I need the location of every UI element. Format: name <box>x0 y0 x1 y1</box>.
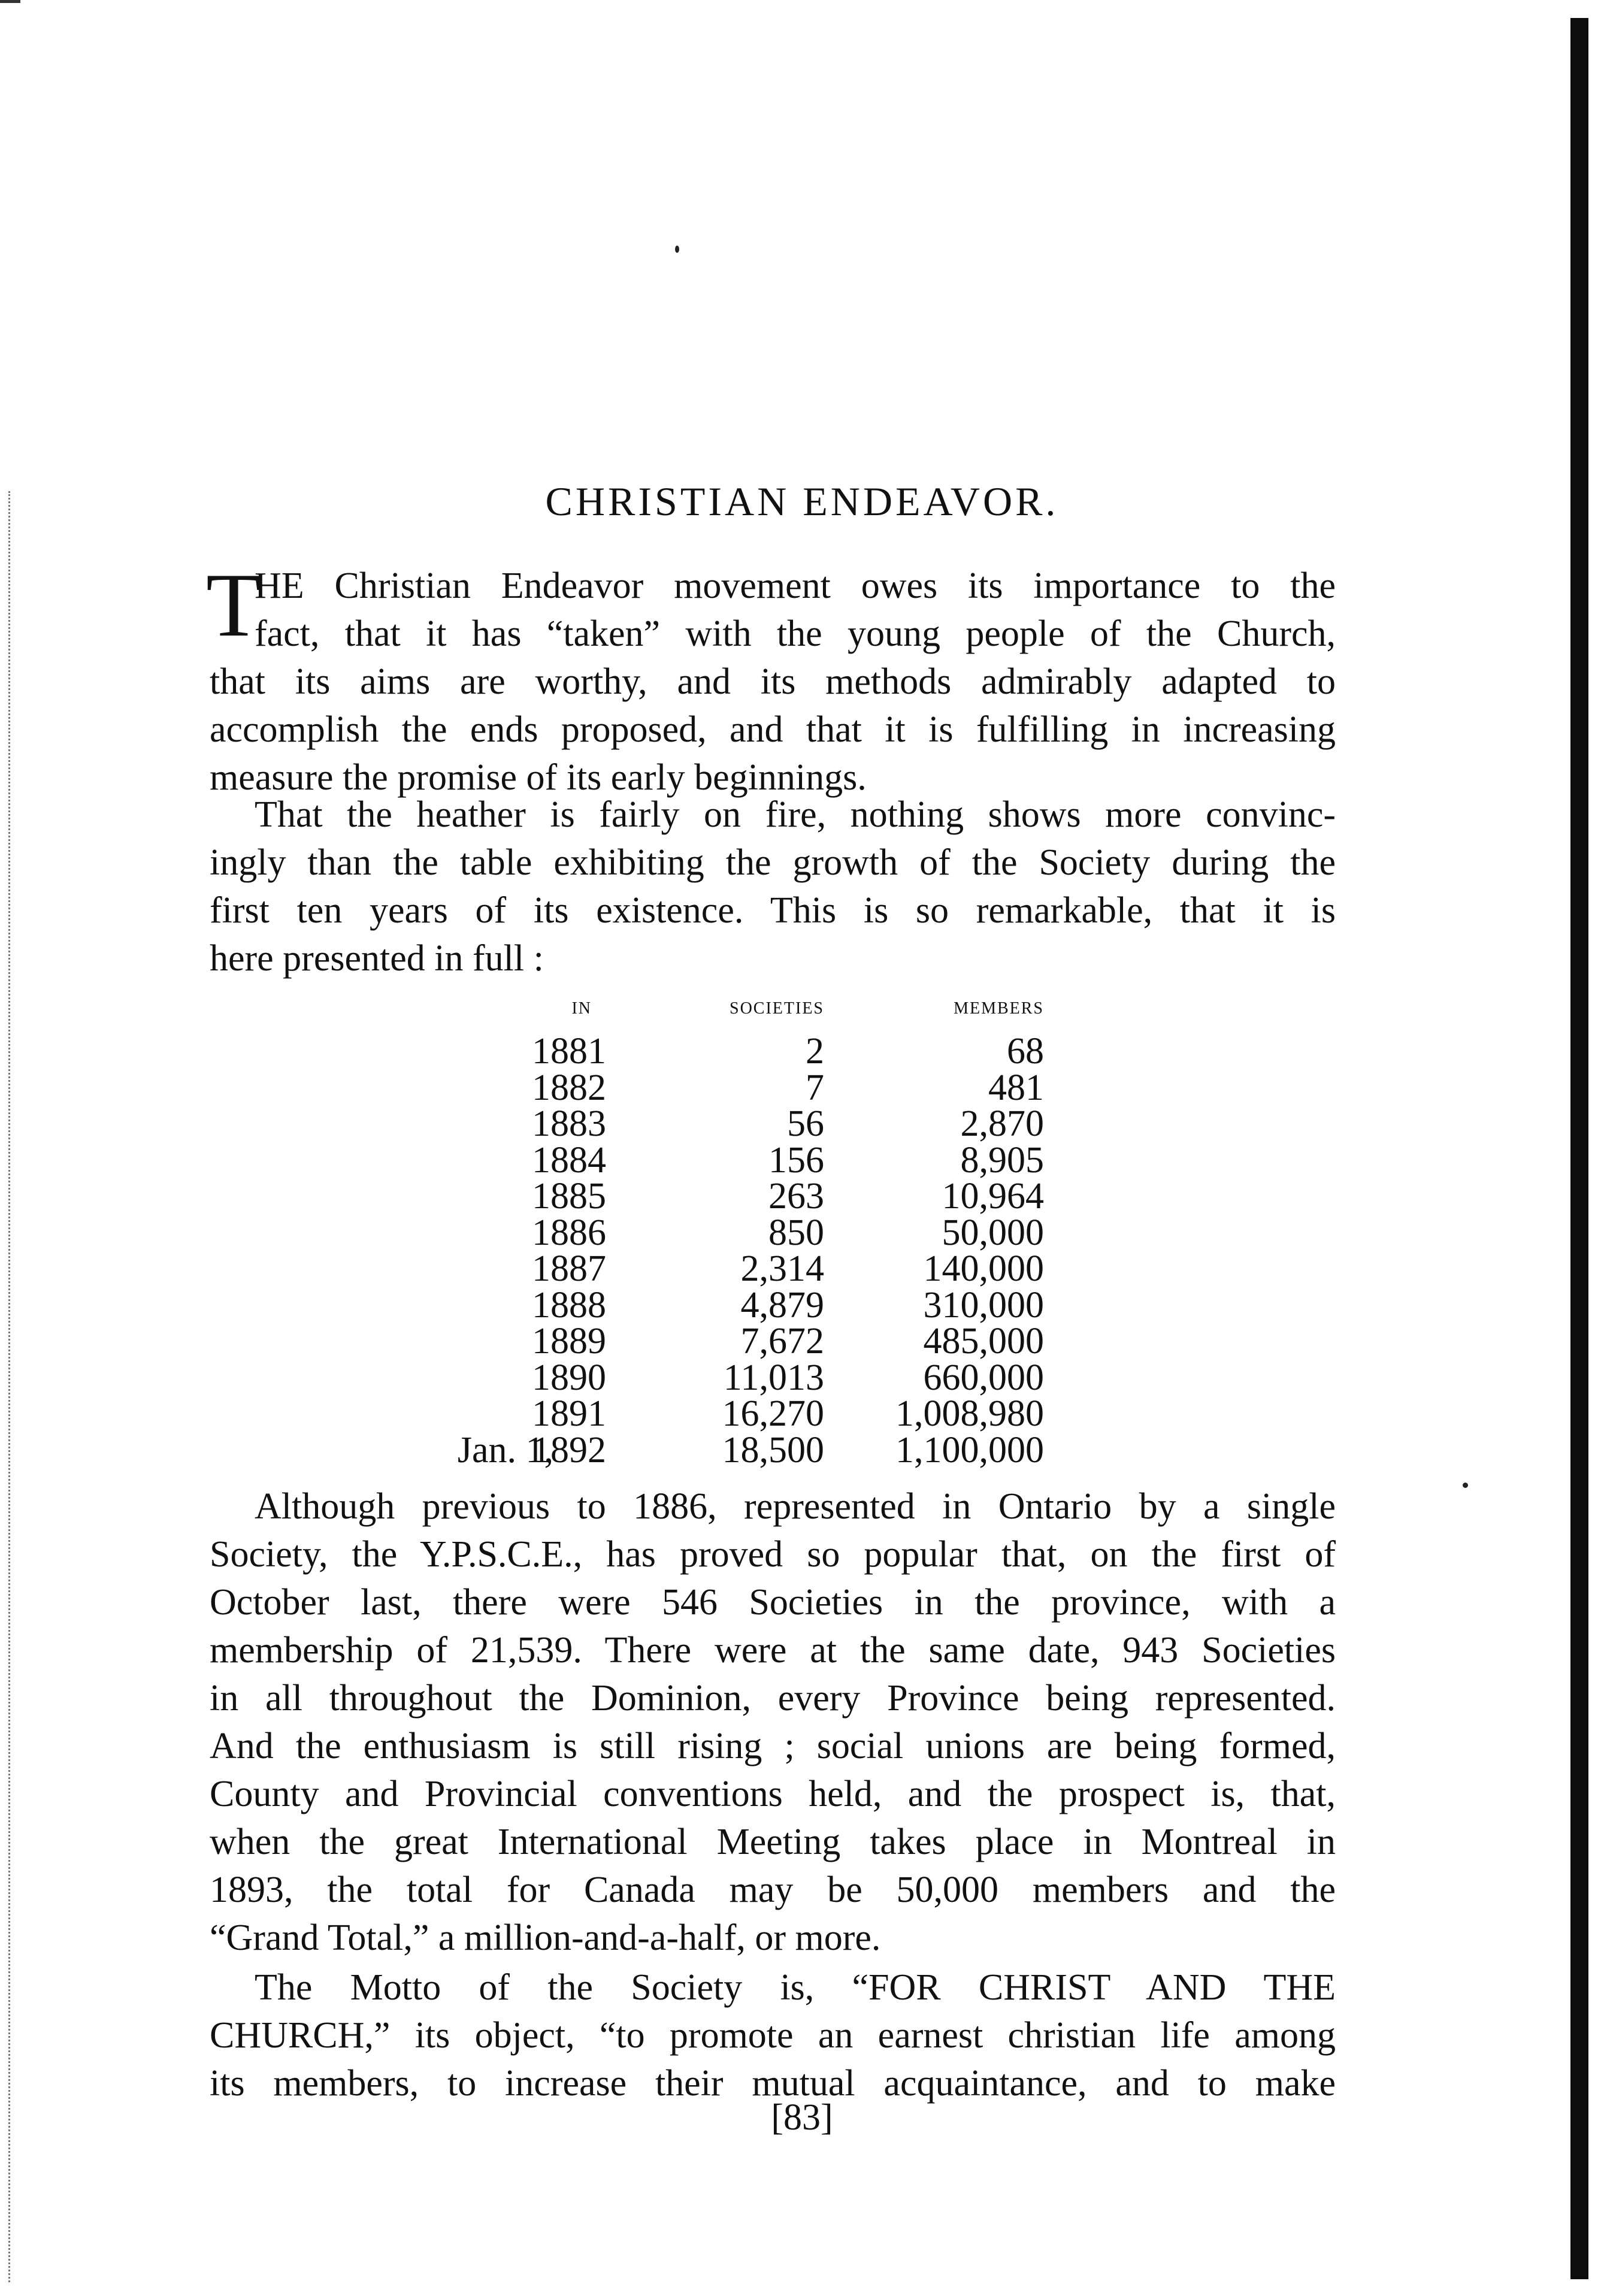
table-row <box>0 1393 1604 1434</box>
table-row <box>0 1103 1604 1144</box>
table-row <box>0 1030 1604 1072</box>
paragraph-2 <box>210 791 1336 982</box>
table-cell-societies: 156 <box>768 1139 824 1181</box>
table-cell-societies: 18,500 <box>722 1429 824 1471</box>
table-cell-societies: 2 <box>806 1031 824 1072</box>
paragraph-line: October last, there were 546 Societies in the province, with a <box>210 1582 1336 1623</box>
paragraph-line: that its aims are worthy, and its methods admirably adapted to <box>210 661 1336 702</box>
paragraph-line: “Grand Total,” a million-and-a-half, or more. <box>210 1917 881 1958</box>
paragraph-line: County and Provincial conventions held, and the prospect is, that, <box>210 1774 1336 1814</box>
table-cell-societies: 7 <box>806 1067 824 1108</box>
paragraph-line: The Motto of the Society is, “FOR CHRIST AND THE <box>255 1967 1336 2008</box>
table-cell-societies: 56 <box>787 1103 824 1144</box>
table-cell-members: 2,870 <box>960 1103 1044 1144</box>
table-cell-societies: 16,270 <box>722 1393 824 1434</box>
table-cell-members: 50,000 <box>942 1212 1044 1253</box>
header-members: MEMBERS <box>954 999 1044 1018</box>
paragraph-3 <box>210 1483 1336 1962</box>
table-cell-societies: 850 <box>768 1212 824 1253</box>
table-row <box>0 1067 1604 1108</box>
table-cell-year: 1888 <box>532 1284 606 1326</box>
table-cell-year: 1881 <box>532 1031 606 1072</box>
table-row <box>0 1357 1604 1398</box>
paragraph-line: when the great International Meeting takes place in Montreal in <box>210 1822 1336 1862</box>
paragraph-line: membership of 21,539. There were at the same date, 943 Societies <box>210 1630 1336 1671</box>
table-cell-members: 10,964 <box>942 1176 1044 1217</box>
paragraph-line: measure the promise of its early beginnings. <box>210 757 867 798</box>
paragraph-line: Although previous to 1886, represented in Ontario by a single <box>255 1486 1336 1527</box>
table-cell-year: 1892 <box>532 1429 606 1471</box>
table-cell-year: 1883 <box>532 1103 606 1144</box>
table-row <box>0 1284 1604 1326</box>
table-row-prefix: Jan. 1, <box>457 1429 553 1471</box>
ink-speck <box>675 246 679 253</box>
paragraph-line: 1893, the total for Canada may be 50,000 members and the <box>210 1870 1336 1910</box>
table-cell-year: 1884 <box>532 1139 606 1181</box>
table-cell-members: 485,000 <box>923 1321 1044 1362</box>
paragraph-4 <box>210 1964 1336 2107</box>
table-row <box>0 1175 1604 1217</box>
paragraph-line: T HE Christian Endeavor movement owes its importance to the <box>206 555 1336 655</box>
header-year: IN <box>571 999 592 1018</box>
paragraph-1 <box>206 555 1336 801</box>
table-cell-year: 1885 <box>532 1176 606 1217</box>
paragraph-line: That the heather is fairly on fire, nothing shows more convinc- <box>255 794 1336 835</box>
table-cell-members: 660,000 <box>923 1357 1044 1398</box>
table-cell-members: 140,000 <box>923 1248 1044 1289</box>
drop-cap: T <box>206 555 262 655</box>
paragraph-line: in all throughout the Dominion, every Province being represented. <box>210 1678 1336 1719</box>
table-cell-societies: 2,314 <box>740 1248 824 1289</box>
paragraph-line: here presented in full : <box>210 938 544 979</box>
table-cell-year: 1891 <box>532 1393 606 1434</box>
table-cell-members: 1,008,980 <box>895 1393 1044 1434</box>
paragraph-line: Society, the Y.P.S.C.E., has proved so popular that, on the first of <box>210 1534 1336 1575</box>
table-cell-members: 68 <box>1007 1031 1044 1072</box>
paragraph-line: its members, to increase their mutual acquaintance, and to make <box>210 2063 1336 2104</box>
paragraph-line: fact, that it has “taken” with the young people of the Church, <box>255 613 1336 654</box>
paragraph-line: And the enthusiasm is still rising ; social unions are being formed, <box>210 1726 1336 1766</box>
table-cell-year: 1887 <box>532 1248 606 1289</box>
paragraph-line: CHURCH,” its object, “to promote an earnest christian life among <box>210 2015 1336 2056</box>
table-cell-members: 310,000 <box>923 1284 1044 1326</box>
table-cell-societies: 7,672 <box>740 1321 824 1362</box>
table-row <box>0 1212 1604 1253</box>
table-cell-societies: 263 <box>768 1176 824 1217</box>
table-cell-societies: 11,013 <box>723 1357 824 1398</box>
paragraph-line: accomplish the ends proposed, and that it is fulfilling in increasing <box>210 709 1336 750</box>
table-cell-year: 1886 <box>532 1212 606 1253</box>
paragraph-line: first ten years of its existence. This is so remarkable, that it is <box>210 890 1336 931</box>
paragraph-line: ingly than the table exhibiting the growth of the Society during the <box>210 842 1336 883</box>
table-header <box>0 999 1604 1023</box>
table-row <box>0 1248 1604 1289</box>
page-number: [83] <box>771 2097 833 2138</box>
page-title: CHRISTIAN ENDEAVOR. <box>545 479 1059 524</box>
table-cell-societies: 4,879 <box>740 1284 824 1326</box>
table-cell-members: 1,100,000 <box>895 1429 1044 1471</box>
table-row <box>0 1320 1604 1362</box>
table-cell-year: 1882 <box>532 1067 606 1108</box>
ink-speck <box>1463 1483 1468 1488</box>
table-cell-year: 1889 <box>532 1321 606 1362</box>
table-cell-members: 8,905 <box>960 1139 1044 1181</box>
scan-corner-mark <box>0 0 20 3</box>
table-cell-year: 1890 <box>532 1357 606 1398</box>
header-societies: SOCIETIES <box>730 999 824 1018</box>
table-row <box>0 1139 1604 1181</box>
table-cell-members: 481 <box>988 1067 1044 1108</box>
table-row <box>0 1429 1604 1471</box>
